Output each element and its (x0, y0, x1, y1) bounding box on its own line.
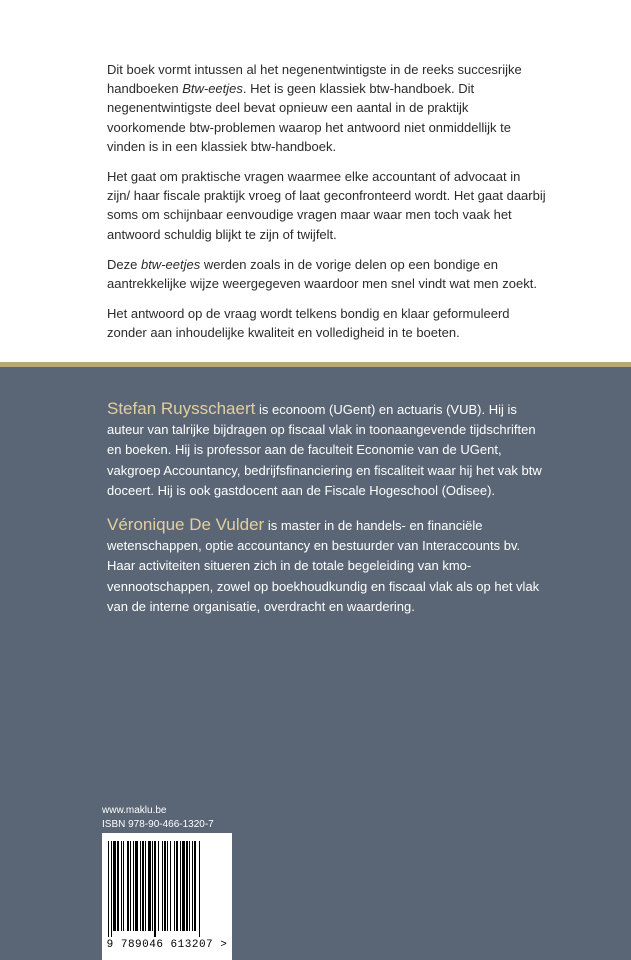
p3-text-after: werden zoals in de vorige delen op een bondige en aantrekkelijke wijze weergegeven waardoor men snel vindt wat men zoekt. (107, 256, 537, 292)
barcode-bar (158, 841, 159, 931)
author-name-1: Stefan Ruysschaert (107, 399, 256, 418)
barcode-bar (176, 841, 178, 931)
p1-text-before: Dit boek vormt intussen al het negenentwintigste in de reeks succesrijke handboeken (107, 62, 522, 97)
barcode-bar (162, 841, 163, 931)
description-text (107, 60, 547, 354)
description-paragraph-2: Het gaat om praktische vragen waarmee elke accountant of advocaat in zijn/ haar fiscale praktijk vroeg of laat geconfronteerd wordt. Het gaat daarbij soms om schijnbaar eenvoudige vragen maar waar men toch vaak het antwoord schuldig blijkt te zijn of twijfelt. (107, 169, 546, 242)
barcode-bar (127, 841, 129, 931)
barcode-bar (108, 841, 109, 937)
barcode-bar (133, 841, 134, 931)
barcode-bar (117, 841, 119, 931)
barcode-bar (170, 841, 171, 931)
series-title: Btw-eetjes (182, 81, 243, 97)
description-section (0, 0, 631, 362)
p1-text-after: . Het is geen klassiek btw-handboek. Dit negenentwintigste deel bevat opnieuw een aantal in de praktijk voorkomende btw-problemen waarop het antwoord niet onmiddellijk te vinden is in een klassiek btw-handboek. (107, 81, 511, 154)
barcode-digits: 9 789046 613207 > (106, 939, 228, 951)
barcode-bar (167, 841, 168, 931)
barcode-bar (142, 841, 144, 931)
barcode-bars (108, 841, 226, 937)
series-term: btw-eetjes (140, 256, 201, 272)
barcode-bar (164, 841, 166, 931)
description-paragraph-3 (107, 255, 547, 293)
barcode-bar (194, 841, 196, 931)
barcode-bar (180, 841, 181, 931)
isbn-barcode (102, 833, 232, 960)
barcode-bar (140, 841, 141, 931)
barcode-bar (174, 841, 175, 931)
publisher-info (102, 804, 214, 832)
barcode-bar (111, 841, 112, 937)
isbn-text: ISBN 978-90-466-1320-7 (102, 819, 214, 830)
author-name-2: Véronique De Vulder (107, 515, 265, 534)
barcode-bar (148, 841, 151, 931)
author-bio-text-2: is master in de handels- en financiële wetenschappen, optie accountancy en bestuurder van Interaccounts bv. Haar activiteiten situeren zich in de totale begeleiding van kmo-vennootschappen, zowel op boekhoudkundig en fiscaal vlak als op het vlak van de interne organisatie, overdracht en waardering. (107, 518, 540, 614)
barcode-bar (154, 841, 156, 937)
description-paragraph-1 (107, 60, 547, 156)
barcode-bar (113, 841, 116, 931)
barcode-bar (186, 841, 188, 931)
author-bio-2 (107, 515, 547, 617)
authors-section (0, 367, 631, 960)
barcode-bar (199, 841, 200, 937)
barcode-bar (130, 841, 131, 931)
barcode-bar (145, 841, 146, 931)
barcode-bar (135, 841, 138, 931)
author-bio-1 (107, 399, 547, 501)
barcode-bar (123, 841, 124, 931)
description-paragraph-4: Het antwoord op de vraag wordt telkens bondig en klaar geformuleerd zonder aan inhoudelijke kwaliteit en volledigheid in te boeten. (107, 306, 510, 341)
publisher-url: www.maklu.be (102, 805, 167, 816)
barcode-bar (121, 841, 122, 931)
barcode-bar (182, 841, 185, 931)
author-bio-text-1: is econoom (UGent) en actuaris (VUB). Hij is auteur van talrijke bijdragen op fiscaal vlak in toonaangevende tijdschriften en boeken. Hij is professor aan de faculteit Economie van de UGent, vakgroep Accountancy, bedrijfsfinanciering en fiscaliteit waar hij het vak btw doceert. Hij is ook gastdocent aan de Fiscale Hogeschool (Odisee). (107, 402, 542, 498)
p3-text-before: Deze (107, 256, 141, 272)
barcode-bar (189, 841, 190, 931)
barcode-bar (192, 841, 193, 931)
barcode-bar (152, 841, 153, 931)
